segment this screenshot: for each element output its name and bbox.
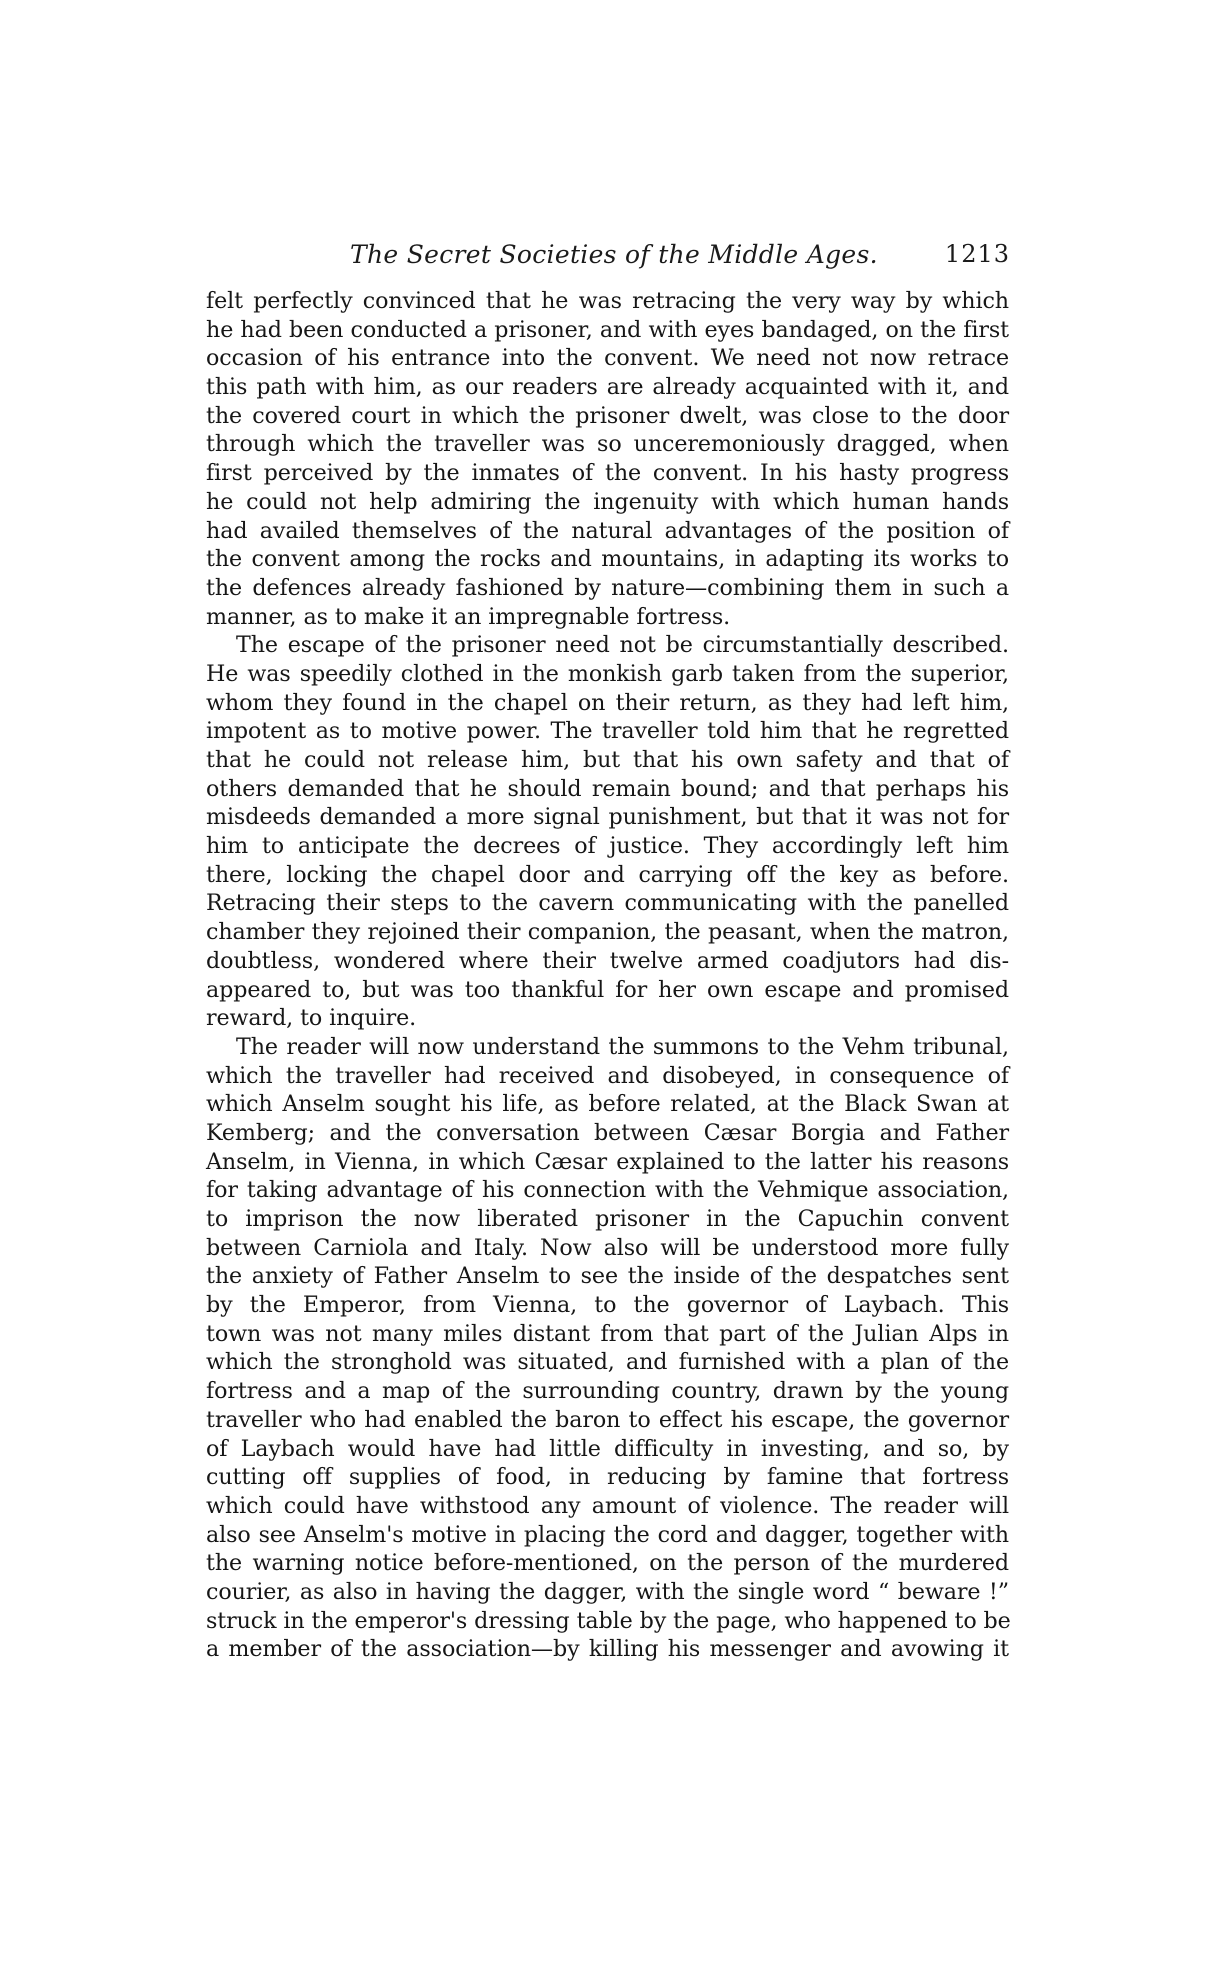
text-line: Retracing their steps to the cavern communicating with the panelled (206, 890, 1009, 917)
text-line: occasion of his entrance into the convent. We need not now retrace (206, 345, 1009, 372)
text-line: which Anselm sought his life, as before related, at the Black Swan at (206, 1091, 1009, 1118)
text-line: the covered court in which the prisoner dwelt, was close to the door (206, 402, 1009, 429)
text-line: chamber they rejoined their companion, the peasant, when the matron, (206, 919, 1009, 946)
text-line: by the Emperor, from Vienna, to the governor of Laybach. This (206, 1292, 1009, 1319)
text-line: traveller who had enabled the baron to effect his escape, the governor (206, 1406, 1009, 1433)
text-line: a member of the association—by killing his messenger and avowing it (206, 1636, 1009, 1663)
text-line: manner, as to make it an impregnable fortress. (206, 603, 731, 630)
text-line: the convent among the rocks and mountains, in adapting its works to (206, 546, 1009, 573)
text-line: He was speedily clothed in the monkish garb taken from the superior, (206, 660, 1009, 687)
text-line: for taking advantage of his connection with the Vehmique association, (206, 1177, 1009, 1204)
page-header (350, 240, 1010, 276)
body-text (206, 287, 1009, 1664)
text-line: him to anticipate the decrees of justice. They accordingly left him (206, 833, 1009, 860)
text-line: others demanded that he should remain bound; and that perhaps his (206, 775, 1009, 802)
text-line: Anselm, in Vienna, in which Cæsar explained to the latter his reasons (206, 1148, 1009, 1175)
text-line: also see Anselm's motive in placing the cord and dagger, together with (206, 1521, 1009, 1548)
text-line: first perceived by the inmates of the convent. In his hasty progress (206, 460, 1009, 487)
text-line: had availed themselves of the natural advantages of the position of (206, 517, 1009, 544)
page-number: 1213 (944, 240, 1010, 268)
text-line: he had been conducted a prisoner, and with eyes bandaged, on the first (206, 316, 1009, 343)
text-line: cutting off supplies of food, in reducing by famine that fortress (206, 1464, 1009, 1491)
text-line: through which the traveller was so unceremoniously dragged, when (206, 431, 1009, 458)
text-line: that he could not release him, but that his own safety and that of (206, 747, 1009, 773)
text-line: Kemberg; and the conversation between Cæsar Borgia and Father (206, 1119, 1009, 1146)
text-line: impotent as to motive power. The traveller told him that he regretted (206, 718, 1009, 745)
text-line: struck in the emperor's dressing table by the page, who happened to be (206, 1607, 1011, 1634)
text-line: there, locking the chapel door and carrying off the key as before. (206, 861, 1009, 888)
text-line: the warning notice before-mentioned, on the person of the murdered (206, 1550, 1009, 1577)
text-line: appeared to, but was too thankful for her own escape and promised (206, 976, 1009, 1003)
text-line: the anxiety of Father Anselm to see the inside of the despatches sent (206, 1263, 1009, 1290)
text-line: The escape of the prisoner need not be circumstantially described. (236, 632, 1009, 659)
text-line: which could have withstood any amount of violence. The reader will (206, 1492, 1009, 1519)
text-line: misdeeds demanded a more signal punishment, but that it was not for (206, 804, 1009, 831)
text-line: he could not help admiring the ingenuity with which human hands (206, 488, 1009, 515)
text-line: town was not many miles distant from that part of the Julian Alps in (206, 1320, 1009, 1347)
text-line: fortress and a map of the surrounding country, drawn by the young (206, 1378, 1009, 1405)
text-line: which the traveller had received and disobeyed, in consequence of (206, 1062, 1009, 1089)
text-line: reward, to inquire. (206, 1005, 417, 1032)
text-line: the defences already fashioned by nature—combining them in such a (206, 574, 1009, 601)
running-title: The Secret Societies of the Middle Ages. (350, 240, 878, 269)
text-line: which the stronghold was situated, and furnished with a plan of the (206, 1349, 1009, 1376)
text-line: The reader will now understand the summons to the Vehm tribunal, (236, 1033, 1009, 1060)
text-line: this path with him, as our readers are already acquainted with it, and (206, 374, 1009, 401)
text-line: courier, as also in having the dagger, with the single word “ beware !” (206, 1578, 1009, 1605)
text-line: to imprison the now liberated prisoner in the Capuchin convent (206, 1206, 1009, 1232)
text-line: of Laybach would have had little difficulty in investing, and so, by (206, 1435, 1009, 1462)
text-line: whom they found in the chapel on their return, as they had left him, (206, 689, 1009, 716)
text-line: between Carniola and Italy. Now also will be understood more fully (206, 1234, 1009, 1261)
text-line: felt perfectly convinced that he was retracing the very way by which (206, 288, 1009, 314)
text-line: doubtless, wondered where their twelve armed coadjutors had dis- (206, 947, 1009, 974)
